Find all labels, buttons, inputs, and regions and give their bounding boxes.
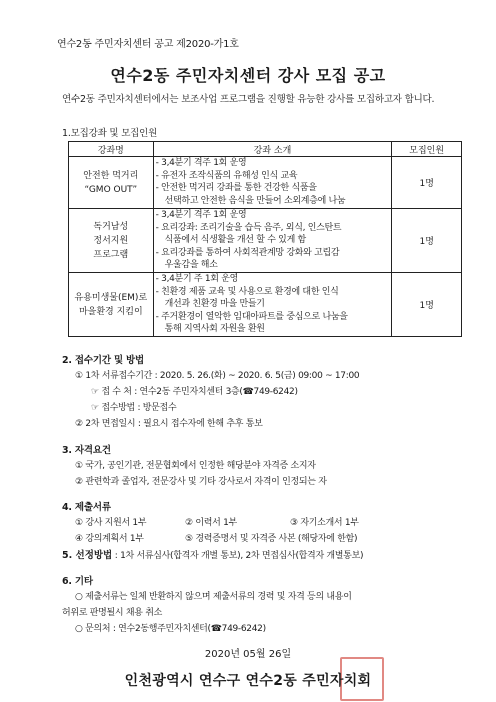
course-name-cell (69, 209, 154, 273)
count-cell: 1명 (392, 209, 462, 273)
course-desc-cell (153, 273, 392, 337)
section-2-line: ① 1차 서류접수기간 : 2020. 5. 26.(화) ~ 2020. 6. 5(금) 09:00 ~ 17:00 (75, 371, 360, 381)
desc-line: - 안전한 먹거리 강좌를 통한 건강한 식품을 (155, 183, 317, 193)
issue-date: 2020년 05월 26일 (204, 649, 292, 660)
section-2-line: ② 2차 면접일시 : 필요시 접수자에 한해 추후 통보 (75, 419, 263, 429)
course-name-line: 마을환경 지킴이 (78, 306, 143, 317)
header-course-name: 강좌명 (69, 142, 154, 157)
notice-number: 연수2동 주민자치센터 공고 제2020-가1호 (57, 39, 239, 50)
desc-line: 식품에서 식생활을 개선 할 수 있게 함 (164, 235, 306, 245)
desc-line: - 3,4분기 주 1회 운영 (155, 274, 239, 284)
desc-line: - 유전자 조작식품의 유해성 인식 교육 (155, 170, 298, 181)
course-name-line: 프로그램 (93, 249, 129, 260)
course-desc-cell (153, 157, 392, 209)
document-item: ① 강사 지원서 1부 (75, 518, 147, 528)
section-3-title: 3. 자격요건 (62, 445, 111, 456)
course-desc-cell (153, 209, 392, 273)
section-6-title: 6. 기타 (62, 576, 93, 587)
section-1-title: 1.모집강좌 및 모집인원 (62, 128, 158, 139)
desc-line: 우울감을 해소 (164, 260, 218, 270)
section-6-line: 허위로 판명될시 채용 취소 (62, 608, 163, 618)
course-name-line: 유용미생물(EM)로 (74, 292, 148, 303)
desc-line: - 주거환경이 열악한 임대아파트를 중심으로 나눔을 (155, 311, 348, 322)
table-header-row (69, 142, 462, 157)
document-item: ② 이력서 1부 (185, 518, 237, 528)
course-name-line: 안전한 먹거리 (83, 170, 139, 181)
section-6-line: ○ 제출서류는 일체 반환하지 않으며 제출서류의 경력 및 자격 등의 내용이 (75, 592, 352, 602)
header-count: 모집인원 (392, 142, 462, 157)
section-6-line: ○ 문의처 : 연수2동행주민자치센터(☎749-6242) (75, 624, 266, 634)
page-title: 연수2동 주민자치센터 강사 모집 공고 (110, 66, 386, 85)
section-5-title: 5. 선정방법 (62, 550, 113, 561)
document-item: ⑤ 경력증명서 및 자격증 사본 (해당자에 한함) (185, 534, 358, 544)
desc-line: - 요리강좌를 통하여 사회적관계망 강화와 고립감 (155, 247, 340, 258)
header-course-desc: 강좌 소개 (153, 142, 392, 157)
section-2-line: ☞ 접수방법 : 방문접수 (91, 403, 177, 413)
course-name-cell (69, 273, 154, 337)
section-2-line: ☞ 접 수 처 : 연수2동 주민자치센터 3층(☎749-6242) (91, 387, 298, 397)
section-3-line: ② 관련학과 졸업자, 전문강사 및 기타 강사로서 자격이 인정되는 자 (75, 477, 327, 487)
desc-line: - 친환경 제품 교육 및 사용으로 환경에 대한 인식 (155, 286, 339, 297)
section-5-text: : 1차 서류심사(합격자 개별 통보), 2차 면접심사(합격자 개별통보) (112, 551, 364, 561)
course-name-line: 독거남성 (93, 221, 129, 232)
table-row (69, 157, 462, 209)
section-5 (62, 547, 363, 561)
desc-line: 선택하고 안전한 음식을 만들어 소외계층에 나눔 (164, 195, 346, 206)
desc-line: 개선과 친환경 마을 만들기 (164, 299, 265, 309)
desc-line: - 3,4분기 격주 1회 운영 (155, 158, 247, 168)
document-item: ③ 자기소개서 1부 (290, 518, 359, 528)
table-row (69, 273, 462, 337)
recruit-table (68, 141, 462, 337)
desc-line: - 3,4분기 격주 1회 운영 (155, 210, 247, 220)
count-cell: 1명 (392, 273, 462, 337)
course-name-line: “GMO OUT” (84, 184, 138, 195)
course-name-cell (69, 157, 154, 209)
desc-line: 통해 지역사회 자원을 환원 (164, 324, 265, 334)
course-name-line: 정서지원 (93, 235, 129, 246)
issuer-name: 인천광역시 연수구 연수2동 주민자치회 (124, 673, 372, 689)
document-item: ④ 강의계획서 1부 (75, 534, 144, 544)
count-cell: 1명 (392, 157, 462, 209)
section-2-title: 2. 접수기간 및 방법 (62, 355, 144, 366)
intro-paragraph: 연수2동 주민자치센터에서는 보조사업 프로그램을 진행할 유능한 강사를 모집하고자 합니다. (62, 94, 435, 105)
desc-line: - 요리강좌: 조리기술을 습득 음주, 외식, 인스탄트 (155, 222, 342, 233)
table-row (69, 209, 462, 273)
section-4-title: 4. 제출서류 (62, 502, 111, 513)
section-3-line: ① 국가, 공인기관, 전문협회에서 인정한 해당분야 자격증 소지자 (75, 461, 316, 471)
